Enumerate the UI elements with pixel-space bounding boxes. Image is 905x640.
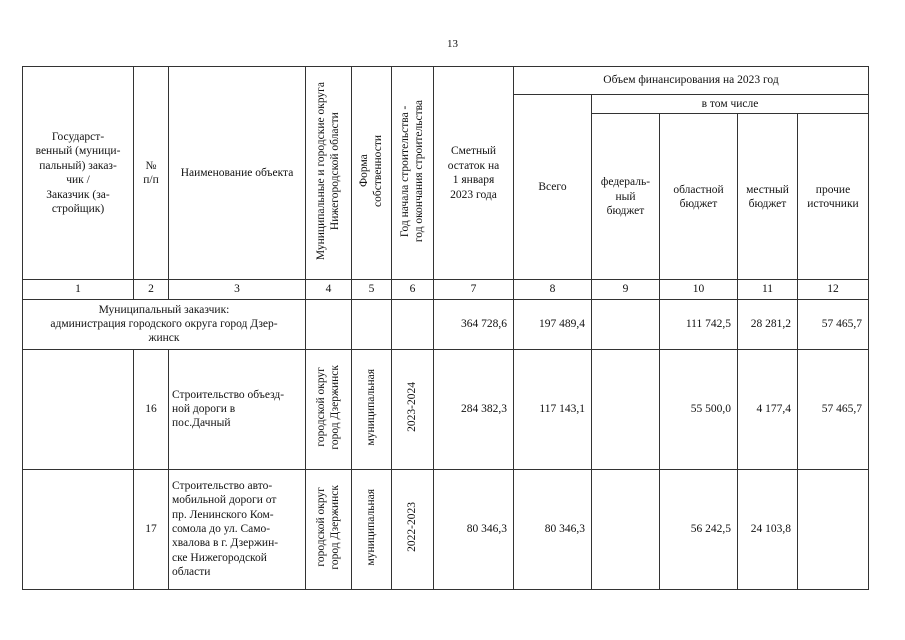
financing-table bbox=[22, 66, 869, 590]
empty-cell bbox=[392, 299, 434, 349]
column-number-row bbox=[23, 280, 869, 299]
years: 2023-2024 bbox=[405, 382, 418, 432]
column-number: 5 bbox=[352, 280, 392, 299]
header-district: Муниципальные и городские округа Нижегородской области bbox=[314, 81, 341, 261]
customer-federal bbox=[592, 299, 660, 349]
header-customer: Государст- венный (муници- пальный) заказ- чик / Заказчик (за- стройщик) bbox=[23, 67, 134, 280]
object-name: Строительство авто- мобильной дороги от пр. Ленинского Ком- сомола до ул. Само- хвалова в г. Дзержин- ске Нижегородской области bbox=[169, 469, 306, 589]
remainder: 284 382,3 bbox=[434, 349, 514, 469]
object-name: Строительство объезд- ной дороги в пос.Дачный bbox=[169, 349, 306, 469]
column-number: 12 bbox=[798, 280, 869, 299]
ownership-cell bbox=[352, 349, 392, 469]
header-ownership: Форма собственности bbox=[357, 135, 384, 207]
local: 24 103,8 bbox=[738, 469, 798, 589]
header-ownership-cell bbox=[352, 67, 392, 280]
table-row bbox=[23, 349, 869, 469]
column-number: 4 bbox=[306, 280, 352, 299]
federal bbox=[592, 349, 660, 469]
years: 2022-2023 bbox=[405, 502, 418, 552]
column-number: 7 bbox=[434, 280, 514, 299]
years-cell bbox=[392, 349, 434, 469]
total: 117 143,1 bbox=[514, 349, 592, 469]
federal bbox=[592, 469, 660, 589]
header-object-name: Наименование объекта bbox=[169, 67, 306, 280]
header-federal: федераль- ный бюджет bbox=[592, 114, 660, 280]
column-number: 11 bbox=[738, 280, 798, 299]
column-number: 2 bbox=[134, 280, 169, 299]
column-number: 9 bbox=[592, 280, 660, 299]
header-number: № п/п bbox=[134, 67, 169, 280]
customer-row bbox=[23, 299, 869, 349]
header-total: Всего bbox=[514, 95, 592, 280]
empty-cell bbox=[352, 299, 392, 349]
customer-total: 197 489,4 bbox=[514, 299, 592, 349]
customer-local: 28 281,2 bbox=[738, 299, 798, 349]
header-row-1 bbox=[23, 67, 869, 95]
total: 80 346,3 bbox=[514, 469, 592, 589]
empty-cell bbox=[23, 349, 134, 469]
row-number: 16 bbox=[134, 349, 169, 469]
years-cell bbox=[392, 469, 434, 589]
header-years-cell bbox=[392, 67, 434, 280]
district: городской округ город Дзержинск bbox=[314, 484, 341, 570]
header-other: прочие источники bbox=[798, 114, 869, 280]
empty-cell bbox=[306, 299, 352, 349]
header-regional: областной бюджет bbox=[660, 114, 738, 280]
empty-cell bbox=[23, 469, 134, 589]
ownership-cell bbox=[352, 469, 392, 589]
ownership: муниципальная bbox=[364, 368, 377, 446]
column-number: 10 bbox=[660, 280, 738, 299]
customer-name: Муниципальный заказчик: администрация городского округа город Дзер- жинск bbox=[23, 299, 306, 349]
header-including: в том числе bbox=[592, 95, 869, 114]
ownership: муниципальная bbox=[364, 488, 377, 566]
customer-regional: 111 742,5 bbox=[660, 299, 738, 349]
column-number: 6 bbox=[392, 280, 434, 299]
district-cell bbox=[306, 349, 352, 469]
district: городской округ город Дзержинск bbox=[314, 364, 341, 450]
other bbox=[798, 469, 869, 589]
customer-remainder: 364 728,6 bbox=[434, 299, 514, 349]
column-number: 1 bbox=[23, 280, 134, 299]
regional: 55 500,0 bbox=[660, 349, 738, 469]
header-district-cell bbox=[306, 67, 352, 280]
district-cell bbox=[306, 469, 352, 589]
column-number: 8 bbox=[514, 280, 592, 299]
column-number: 3 bbox=[169, 280, 306, 299]
header-funding-title: Объем финансирования на 2023 год bbox=[514, 67, 869, 95]
header-years: Год начала строительства - год окончания строительства bbox=[398, 99, 425, 243]
page-number: 13 bbox=[447, 38, 458, 50]
header-remainder: Сметный остаток на 1 января 2023 года bbox=[434, 67, 514, 280]
remainder: 80 346,3 bbox=[434, 469, 514, 589]
regional: 56 242,5 bbox=[660, 469, 738, 589]
row-number: 17 bbox=[134, 469, 169, 589]
local: 4 177,4 bbox=[738, 349, 798, 469]
other: 57 465,7 bbox=[798, 349, 869, 469]
header-local: местный бюджет bbox=[738, 114, 798, 280]
customer-other: 57 465,7 bbox=[798, 299, 869, 349]
table-row bbox=[23, 469, 869, 589]
